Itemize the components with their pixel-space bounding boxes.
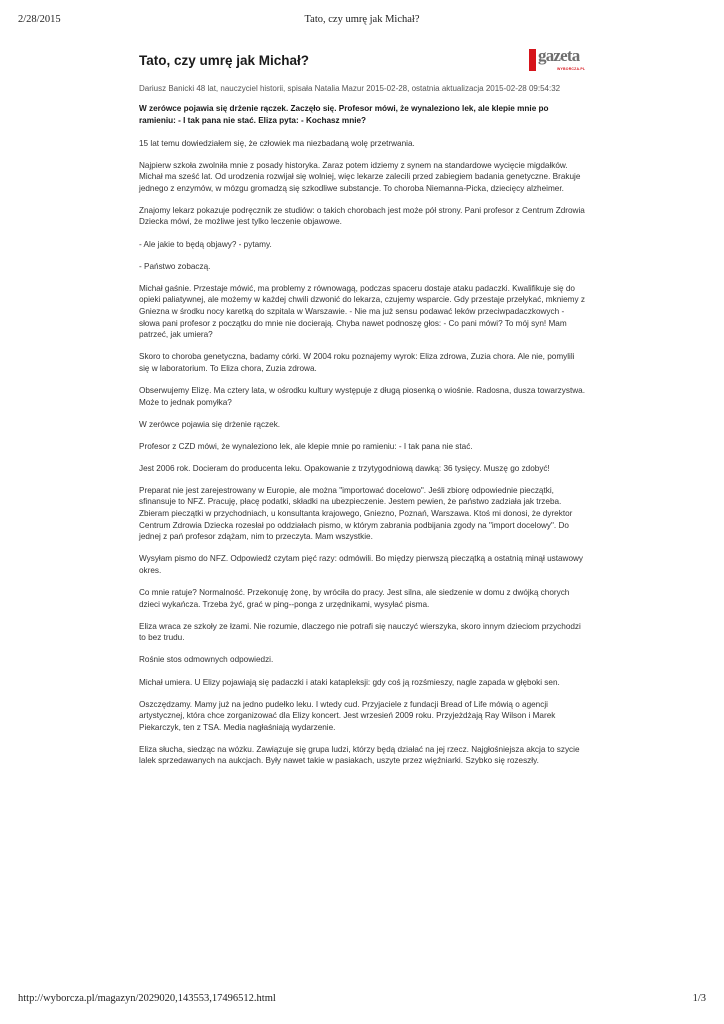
article-paragraph: 15 lat temu dowiedziałem się, że człowiek ma niezbadaną wolę przetrwania. <box>139 138 415 148</box>
article-paragraph: Skoro to choroba genetyczna, badamy córki. W 2004 roku poznajemy wyrok: Eliza zdrowa, Zuzia chora. Ale nie, pomylili się w laboratorium. To Eliza chora, Zuzia zdrowa. <box>139 352 575 373</box>
article-paragraph: Co mnie ratuje? Normalność. Przekonuję żonę, by wróciła do pracy. Jest silna, ale siedzenie w domu z dwójką chorych dzieci wykańcza. Trzeba żyć, grać w ping--ponga z urzędnikami, wysyłać pisma. <box>139 588 570 609</box>
article-paragraph: Rośnie stos odmownych odpowiedzi. <box>139 655 274 665</box>
article-paragraph: Michał gaśnie. Przestaje mówić, ma problemy z równowagą, podczas spaceru dostaje ataku padaczki. Kwalifikuje się do opieki paliatywnej, ale możemy w każdej chwili dzwonić do lekarza, czujemy wsparcie. Gdy przestaje przełykać, mkniemy z Gniezna w środku nocy karetką do szpitala w Warszawie. - Nie ma już sensu podawać leków przeciwpadaczkowych - słowa pani profesor z początku do mnie nie docierają. Chyba nawet podnoszę głos: - Co pani mówi? To mój syn! Mam patrzeć, jak umiera? <box>139 283 585 340</box>
article-body <box>139 138 585 768</box>
article-paragraph: - Ale jakie to będą objawy? - pytamy. <box>139 239 272 249</box>
article-paragraph: - Państwo zobaczą. <box>139 261 211 271</box>
article <box>139 52 585 767</box>
article-paragraph: Wysyłam pismo do NFZ. Odpowiedź czytam pięć razy: odmówili. Bo między pierwszą pieczątką a ostatnią minął ustawowy okres. <box>139 554 584 575</box>
page-number: 1/3 <box>692 993 706 1004</box>
article-paragraph: Profesor z CZD mówi, że wynaleziono lek, ale klepie mnie po ramieniu: - I tak pana nie stać. <box>139 441 473 451</box>
print-footer <box>18 993 706 1004</box>
article-byline: Dariusz Banicki 48 lat, nauczyciel historii, spisała Natalia Mazur 2015-02-28, ostatnia aktualizacja 2015-02-28 09:54:32 <box>139 84 561 93</box>
article-paragraph: Preparat nie jest zarejestrowany w Europie, ale można "importować docelowo". Jeśli zbiorę odpowiednie pieczątki, sfinansuje to NFZ. Pracuję, płacę podatki, składki na ubezpieczenie. Jestem pewien, że państwo zadziała jak trzeba. Zbieram pieczątki w przychodniach, u konsultanta krajowego, Gniezno, Poznań, Warszawa. Ktoś mi donosi, że dyrektor Centrum Zdrowia Dziecka rozesłał po oddziałach pismo, w którym zabrania podbijania zgody na "import docelowy". Do jednej z pań profesor zdążam, nim to przeczyta. Mam wszystkie. <box>139 485 573 542</box>
article-paragraph: W zerówce pojawia się drżenie rączek. <box>139 419 281 429</box>
print-page-title: Tato, czy umrę jak Michał? <box>304 14 420 25</box>
article-paragraph: Eliza wraca ze szkoły ze łzami. Nie rozumie, dlaczego nie potrafi się nauczyć wierszyka, skoro innym dzieciom przychodzi to bez trudu. <box>139 621 581 643</box>
article-lead: W zerówce pojawia się drżenie rączek. Zaczęło się. Profesor mówi, że wynaleziono lek, ale klepie mnie po ramieniu: - I tak pana nie stać. Eliza pyta: - Kochasz mnie? <box>139 104 549 125</box>
article-paragraph: Najpierw szkoła zwolniła mnie z posady historyka. Zaraz potem idziemy z synem na standardowe wycięcie migdałków. Michał ma sześć lat. Od urodzenia rozwijał się wolniej, więc lekarze zalecili przed zabiegiem badania genetyczne. Brakuje jednego z enzymów, w mózgu gromadzą się szkodliwe substancje. To choroba Niemanna-Picka, dziecięcy alzheimer. <box>139 160 581 193</box>
article-paragraph: Eliza słucha, siedząc na wózku. Zawiązuje się grupa ludzi, którzy będą działać na jej rzecz. Najgłośniejsza akcja to szycie lalek sprzedawanych na aukcjach. Były nawet takie w pasiakach, uszyte przez więźniarki. Szybko się rozeszły. <box>139 744 580 766</box>
print-url[interactable]: http://wyborcza.pl/magazyn/2029020,143553,17496512.html <box>18 993 276 1004</box>
logo-subtitle: WYBORCZA.PL <box>557 67 586 71</box>
print-date: 2/28/2015 <box>18 14 61 25</box>
logo-wordmark: gazeta <box>538 46 580 65</box>
article-paragraph: Michał umiera. U Elizy pojawiają się padaczki i ataki katapleksji: gdy coś ją rozśmieszy, nagle zapada w głęboki sen. <box>139 677 560 687</box>
article-headline: Tato, czy umrę jak Michał? <box>139 53 310 68</box>
article-paragraph: Znajomy lekarz pokazuje podręcznik ze studiów: o takich chorobach jest może pół strony. Pani profesor z Centrum Zdrowia Dziecka mówi, że możliwe jest tylko leczenie objawowe. <box>139 205 585 227</box>
article-paragraph: Obserwujemy Elizę. Ma cztery lata, w ośrodku kultury występuje z długą piosenką o wiośnie. Radosna, dusza towarzystwa. Może to jednak pomyłka? <box>139 385 585 407</box>
article-paragraph: Oszczędzamy. Mamy już na jedno pudełko leku. I wtedy cud. Przyjaciele z fundacji Bread of Life mówią o agencji artystycznej, która chce zorganizować dla Elizy koncert. Jest wrzesień 2009 roku. Przyjeżdżają Ray Wilson i Marek Piekarczyk, ten z TSA. Media nagłaśniają wydarzenie. <box>139 699 556 732</box>
article-paragraph: Jest 2006 rok. Docieram do producenta leku. Opakowanie z trzytygodniową dawką: 36 tysięcy. Muszę go zdobyć! <box>139 463 550 473</box>
